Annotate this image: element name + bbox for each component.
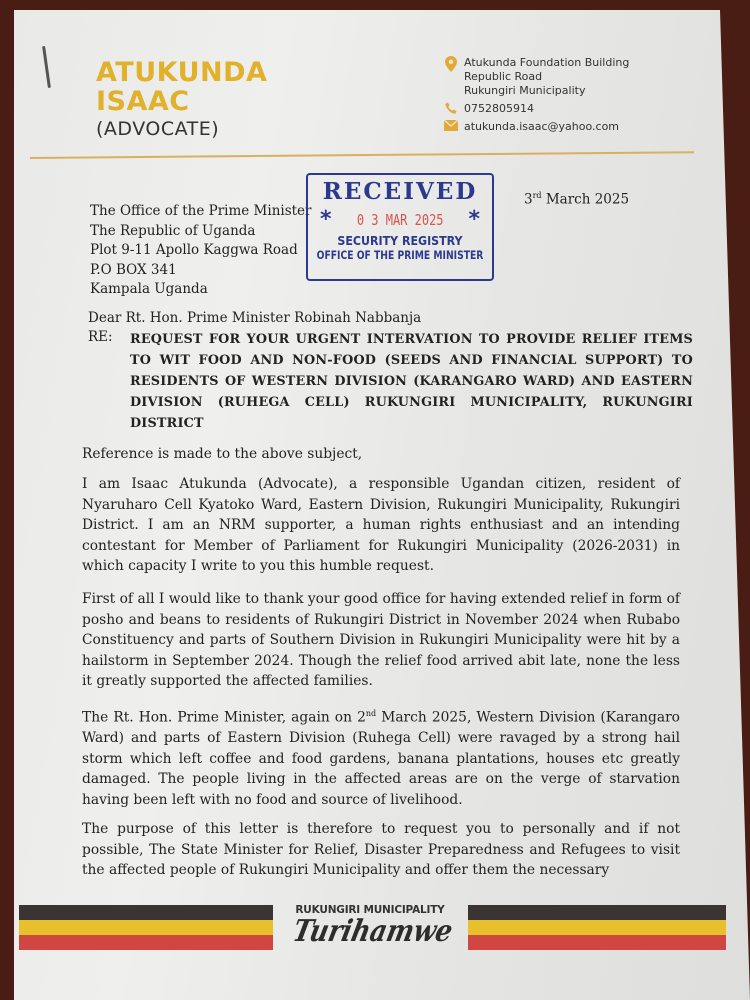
recipient-line: The Republic of Uganda	[90, 222, 256, 239]
date-rest: March 2025	[541, 191, 630, 208]
footer-flag-stripe-right	[468, 905, 726, 950]
date-day: 3	[524, 191, 533, 208]
location-pin-icon	[444, 56, 458, 72]
stripe-yellow	[468, 920, 726, 935]
recipient-line: The Office of the Prime Minister	[90, 203, 312, 219]
re-label: RE:	[88, 329, 113, 345]
stamp-date-row	[308, 207, 492, 232]
stripe-red	[468, 935, 726, 950]
address-line-3: Rukungiri Municipality	[464, 84, 586, 97]
stamp-date: 0 3 MAR 2025	[356, 210, 444, 229]
stripe-yellow	[19, 920, 273, 935]
stamp-registry: SECURITY REGISTRY	[337, 234, 463, 248]
recipient-line: Plot 9-11 Apollo Kaggwa Road	[90, 242, 298, 258]
stripe-black	[468, 905, 726, 920]
letterhead-role: (ADVOCATE)	[96, 118, 220, 140]
stripe-black	[19, 905, 273, 920]
stripe-red	[19, 935, 273, 950]
paragraph-thanks: First of all I would like to thank your good office for having extended relief in form of posho and beans to residents of Rukungiri District in November 2024 when Rubabo Constituency and parts of Southern Division in Rukungiri Municipality were hit by a hailstorm in September 2024. Though the relief food arrived abit late, none the less it greatly supported the affected families.	[82, 591, 680, 689]
contact-address	[444, 56, 629, 98]
p3-before: The Rt. Hon. Prime Minister, again on 2	[82, 709, 366, 726]
p3-after: March 2025, Western Division (Karangaro Ward) and parts of Eastern Division (Ruhega Cell) were ravaged by a strong hail storm which left coffee and food gardens, banana plantations, houses etc greatly damaged. The people living in the affected areas are on the verge of starvation having been left with no food and source of livelihood.	[82, 709, 680, 808]
stamp-office: OFFICE OF THE PRIME MINISTER	[316, 248, 484, 262]
paragraph-purpose: The purpose of this letter is therefore to request you to personally and if not possible, The State Minister for Relief, Disaster Preparedness and Refugees to visit the affected people of Rukungiri Municipality and offer them the necessary	[82, 821, 680, 878]
paragraph-introduction: I am Isaac Atukunda (Advocate), a responsible Ugandan citizen, resident of Nyaruharo Cell Kyatoko Ward, Eastern Division, Rukungiri Municipality, Rukungiri District. I am an NRM supporter, a human rights enthusiast and an intending contestant for Member of Parliament for Rukungiri Municipality (2026-2031) in which capacity I write to you this humble request.	[82, 476, 680, 574]
subject-line	[88, 329, 693, 434]
salutation: Dear Rt. Hon. Prime Minister Robinah Nabbanja	[88, 310, 422, 326]
letter-date	[524, 191, 629, 208]
star-icon: *	[468, 207, 480, 232]
letterhead-contact	[444, 56, 629, 138]
recipient-line: Kampala Uganda	[90, 281, 208, 297]
recipient-line: P.O BOX 341	[90, 261, 177, 278]
p3-sup: nd	[365, 709, 377, 718]
letterhead-brand	[96, 58, 267, 140]
address-line-2: Republic Road	[464, 70, 543, 83]
email-address: atukunda.isaac@yahoo.com	[464, 120, 620, 133]
contact-phone	[444, 102, 629, 116]
re-subject: REQUEST FOR YOUR URGENT INTERVATION TO PROVIDE RELIEF ITEMS TO WIT FOOD AND NON-FOOD (SEEDS AND FINANCIAL SUPPORT) TO RESIDENTS OF WESTERN DIVISION (KARANGARO WARD) AND EASTERN DIVISION (RUHEGA CELL) RUKUNGIRI MUNICIPALITY, RUKUNGIRI DISTRICT	[130, 332, 693, 431]
received-stamp	[306, 173, 494, 281]
staple	[42, 46, 51, 88]
contact-email	[444, 120, 629, 134]
stamp-title: RECEIVED	[322, 178, 478, 205]
footer-logo	[280, 904, 460, 949]
footer-motto: Turihamwe	[289, 914, 456, 949]
paragraph-hailstorm	[82, 704, 680, 810]
address-line-1: Atukunda Foundation Building	[464, 56, 630, 69]
star-icon: *	[320, 207, 332, 232]
envelope-icon	[444, 120, 458, 131]
footer-municipality: RUKUNGIRI MUNICIPALITY	[295, 904, 445, 916]
paragraph-reference: Reference is made to the above subject,	[82, 446, 363, 462]
footer-flag-stripe-left	[19, 905, 273, 950]
phone-number: 0752805914	[464, 102, 534, 115]
letterhead-name-line1: ATUKUNDA	[96, 57, 268, 88]
date-suffix: rd	[532, 191, 542, 200]
phone-icon	[444, 102, 458, 115]
letterhead-name-line2: ISAAC	[96, 86, 190, 117]
recipient-address	[90, 202, 312, 300]
